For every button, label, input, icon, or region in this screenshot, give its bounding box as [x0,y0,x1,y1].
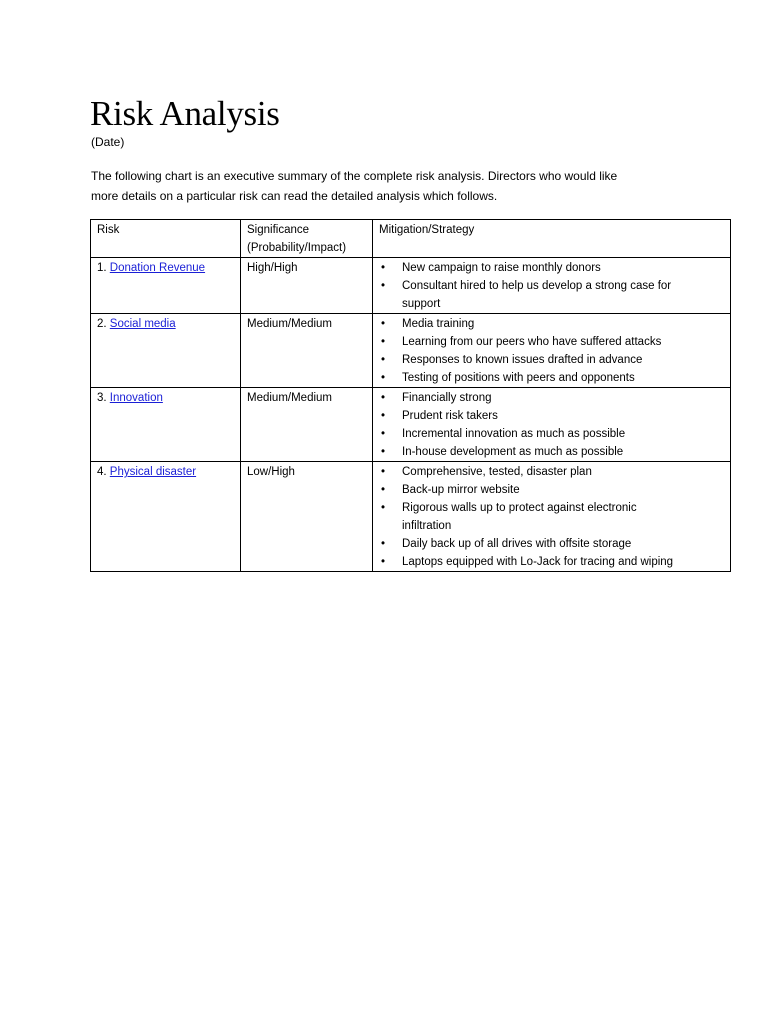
significance-cell: Medium/Medium [241,314,373,388]
mitigation-item: • Daily back up of all drives with offsite storage [379,535,724,553]
bullet-icon: • [381,484,386,496]
risk-link-donation-revenue[interactable]: Donation Revenue [109,262,206,274]
table-row [91,258,731,314]
mitigation-cell [373,388,731,462]
mitigation-list [379,463,724,571]
significance-cell: Medium/Medium [241,388,373,462]
bullet-icon: • [381,410,386,422]
mitigation-item: • New campaign to raise monthly donors [379,259,724,277]
bullet-icon: • [381,556,386,568]
mitigation-item: • Back-up mirror website [379,481,724,499]
mitigation-item: • In-house development as much as possible [379,443,724,461]
mitigation-item: • Testing of positions with peers and opponents [379,369,724,387]
mitigation-item: • Laptops equipped with Lo-Jack for tracing and wiping [379,553,724,571]
header-risk: Risk [91,220,241,258]
bullet-icon: • [381,466,386,478]
bullet-icon: • [381,336,386,348]
bullet-icon: • [381,428,386,440]
page-title: Risk Analysis [90,94,280,133]
intro-line-1: The following chart is an executive summary of the complete risk analysis. Directors who would like [91,169,618,183]
table-row [91,314,731,388]
mitigation-cell [373,258,731,314]
mitigation-item: • Prudent risk takers [379,407,724,425]
mitigation-item: • Comprehensive, tested, disaster plan [379,463,724,481]
bullet-icon: • [381,502,386,514]
mitigation-item: • Learning from our peers who have suffered attacks [379,333,724,351]
mitigation-item: • Consultant hired to help us develop a strong case for [379,277,724,295]
header-significance-line-1: Significance [247,224,310,236]
intro-line-2: more details on a particular risk can read the detailed analysis which follows. [91,189,498,203]
risk-link-innovation[interactable]: Innovation [109,392,163,404]
bullet-icon: • [381,354,386,366]
intro-paragraph [91,166,691,206]
bullet-icon: • [381,280,386,292]
risk-cell [91,388,241,462]
table-header-row [91,220,731,258]
risk-number: 2. [97,318,107,330]
bullet-icon: • [381,372,386,384]
risk-cell [91,258,241,314]
bullet-icon: • [381,538,386,550]
bullet-icon: • [381,392,386,404]
mitigation-item: • Incremental innovation as much as possible [379,425,724,443]
mitigation-item: • Financially strong [379,389,724,407]
risk-link-physical-disaster[interactable]: Physical disaster [109,466,197,478]
table-row [91,388,731,462]
significance-cell: Low/High [241,462,373,572]
risk-cell [91,314,241,388]
mitigation-item-continuation: support [402,298,441,310]
risk-number: 1. [97,262,107,274]
header-significance [241,220,373,258]
mitigation-item-continuation: infiltration [402,520,452,532]
mitigation-cell [373,314,731,388]
bullet-icon: • [381,318,386,330]
mitigation-list [379,259,724,313]
bullet-icon: • [381,446,386,458]
mitigation-cell [373,462,731,572]
header-significance-line-2: (Probability/Impact) [247,242,347,254]
mitigation-list [379,389,724,461]
risk-number: 3. [97,392,107,404]
mitigation-item: • Responses to known issues drafted in advance [379,351,724,369]
mitigation-item: • Rigorous walls up to protect against electronic [379,499,724,517]
header-mitigation: Mitigation/Strategy [373,220,731,258]
risk-cell [91,462,241,572]
mitigation-list [379,315,724,387]
table-row [91,462,731,572]
risk-link-social-media[interactable]: Social media [109,318,176,330]
bullet-icon: • [381,262,386,274]
risk-summary-table [90,219,731,572]
significance-cell: High/High [241,258,373,314]
risk-number: 4. [97,466,107,478]
date-placeholder: (Date) [91,135,125,149]
mitigation-item: • Media training [379,315,724,333]
